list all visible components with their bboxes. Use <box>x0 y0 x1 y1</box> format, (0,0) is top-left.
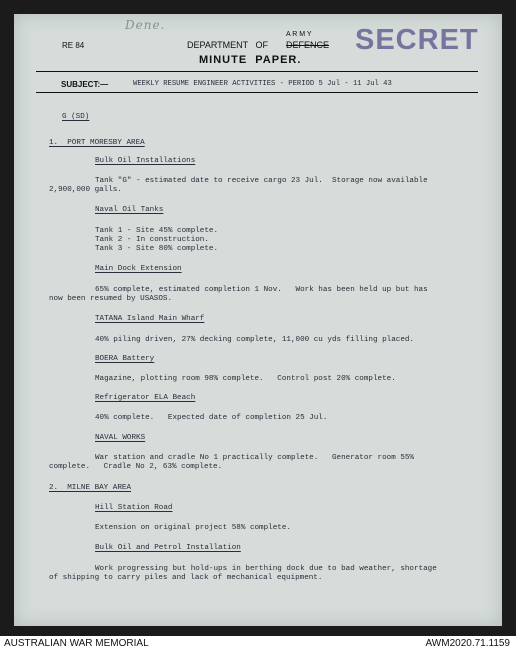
footer-source: AUSTRALIAN WAR MEMORIAL <box>4 638 149 649</box>
tank-1-status: Tank 1 - Site 45% complete. <box>95 227 219 235</box>
refrigerator-line-1: 40% complete. Expected date of completion 25 Jul. <box>95 414 328 422</box>
heading-bulk-petrol: Bulk Oil and Petrol Installation <box>95 544 241 552</box>
heading-refrigerator: Refrigerator ELA Beach <box>95 394 196 402</box>
heading-boera: BOERA Battery <box>95 355 155 363</box>
main-dock-line-2: now been resumed by USASOS. <box>49 295 173 303</box>
department-label: DEPARTMENT OF <box>187 40 269 50</box>
defence-label: DEFENCE <box>286 40 330 50</box>
area-1-title: 1. PORT MORESBY AREA <box>49 139 145 147</box>
header-rule-bottom <box>36 92 478 93</box>
subject-label: SUBJECT:— <box>61 80 109 89</box>
area-2-title: 2. MILNE BAY AREA <box>49 484 132 492</box>
hill-station-line-1: Extension on original project 58% complete. <box>95 524 291 532</box>
heading-main-dock: Main Dock Extension <box>95 265 182 273</box>
header-rule-top <box>36 71 478 72</box>
main-dock-line-1: 65% complete, estimated completion 1 Nov. Work has been held up but has <box>95 286 428 294</box>
section-code: G (SD) <box>62 113 90 121</box>
archive-footer <box>0 636 516 653</box>
footer-accession: AWM2020.71.1159 <box>425 638 510 649</box>
heading-naval-oil: Naval Oil Tanks <box>95 206 164 214</box>
bulk-petrol-line-1: Work progressing but hold-ups in berthing dock due to bad weather, shortage <box>95 565 437 573</box>
tank-2-status: Tank 2 - In construction. <box>95 236 209 244</box>
army-label: A R M Y <box>286 31 312 38</box>
tatana-line-1: 40% piling driven, 27% decking complete, 11,000 cu yds filling placed. <box>95 336 414 344</box>
naval-works-line-2: complete. Cradle No 2, 63% complete. <box>49 463 223 471</box>
heading-bulk-oil: Bulk Oil Installations <box>95 157 196 165</box>
boera-line-1: Magazine, plotting room 98% complete. Control post 20% complete. <box>95 375 396 383</box>
subject-text: WEEKLY RESUME ENGINEER ACTIVITIES - PERIOD 5 Jul - 11 Jul 43 <box>133 80 392 88</box>
form-code: RE 84 <box>62 41 85 50</box>
secret-stamp: SECRET <box>355 24 479 56</box>
naval-works-line-1: War station and cradle No 1 practically complete. Generator room 55% <box>95 454 414 462</box>
tank-3-status: Tank 3 - Site 80% complete. <box>95 245 219 253</box>
heading-tatana: TATANA Island Main Wharf <box>95 315 205 323</box>
bulk-petrol-line-2: of shipping to carry piles and lack of mechanical equipment. <box>49 574 323 582</box>
document-page <box>14 14 502 626</box>
bulk-oil-line-1: Tank "G" - estimated date to receive cargo 23 Jul. Storage now available <box>95 177 428 185</box>
handwritten-annotation: Dene. <box>125 18 166 32</box>
minute-paper-title: MINUTE PAPER. <box>199 54 302 66</box>
bulk-oil-line-2: 2,900,000 galls. <box>49 186 122 194</box>
heading-hill-station: Hill Station Road <box>95 504 173 512</box>
heading-naval-works: NAVAL WORKS <box>95 434 146 442</box>
